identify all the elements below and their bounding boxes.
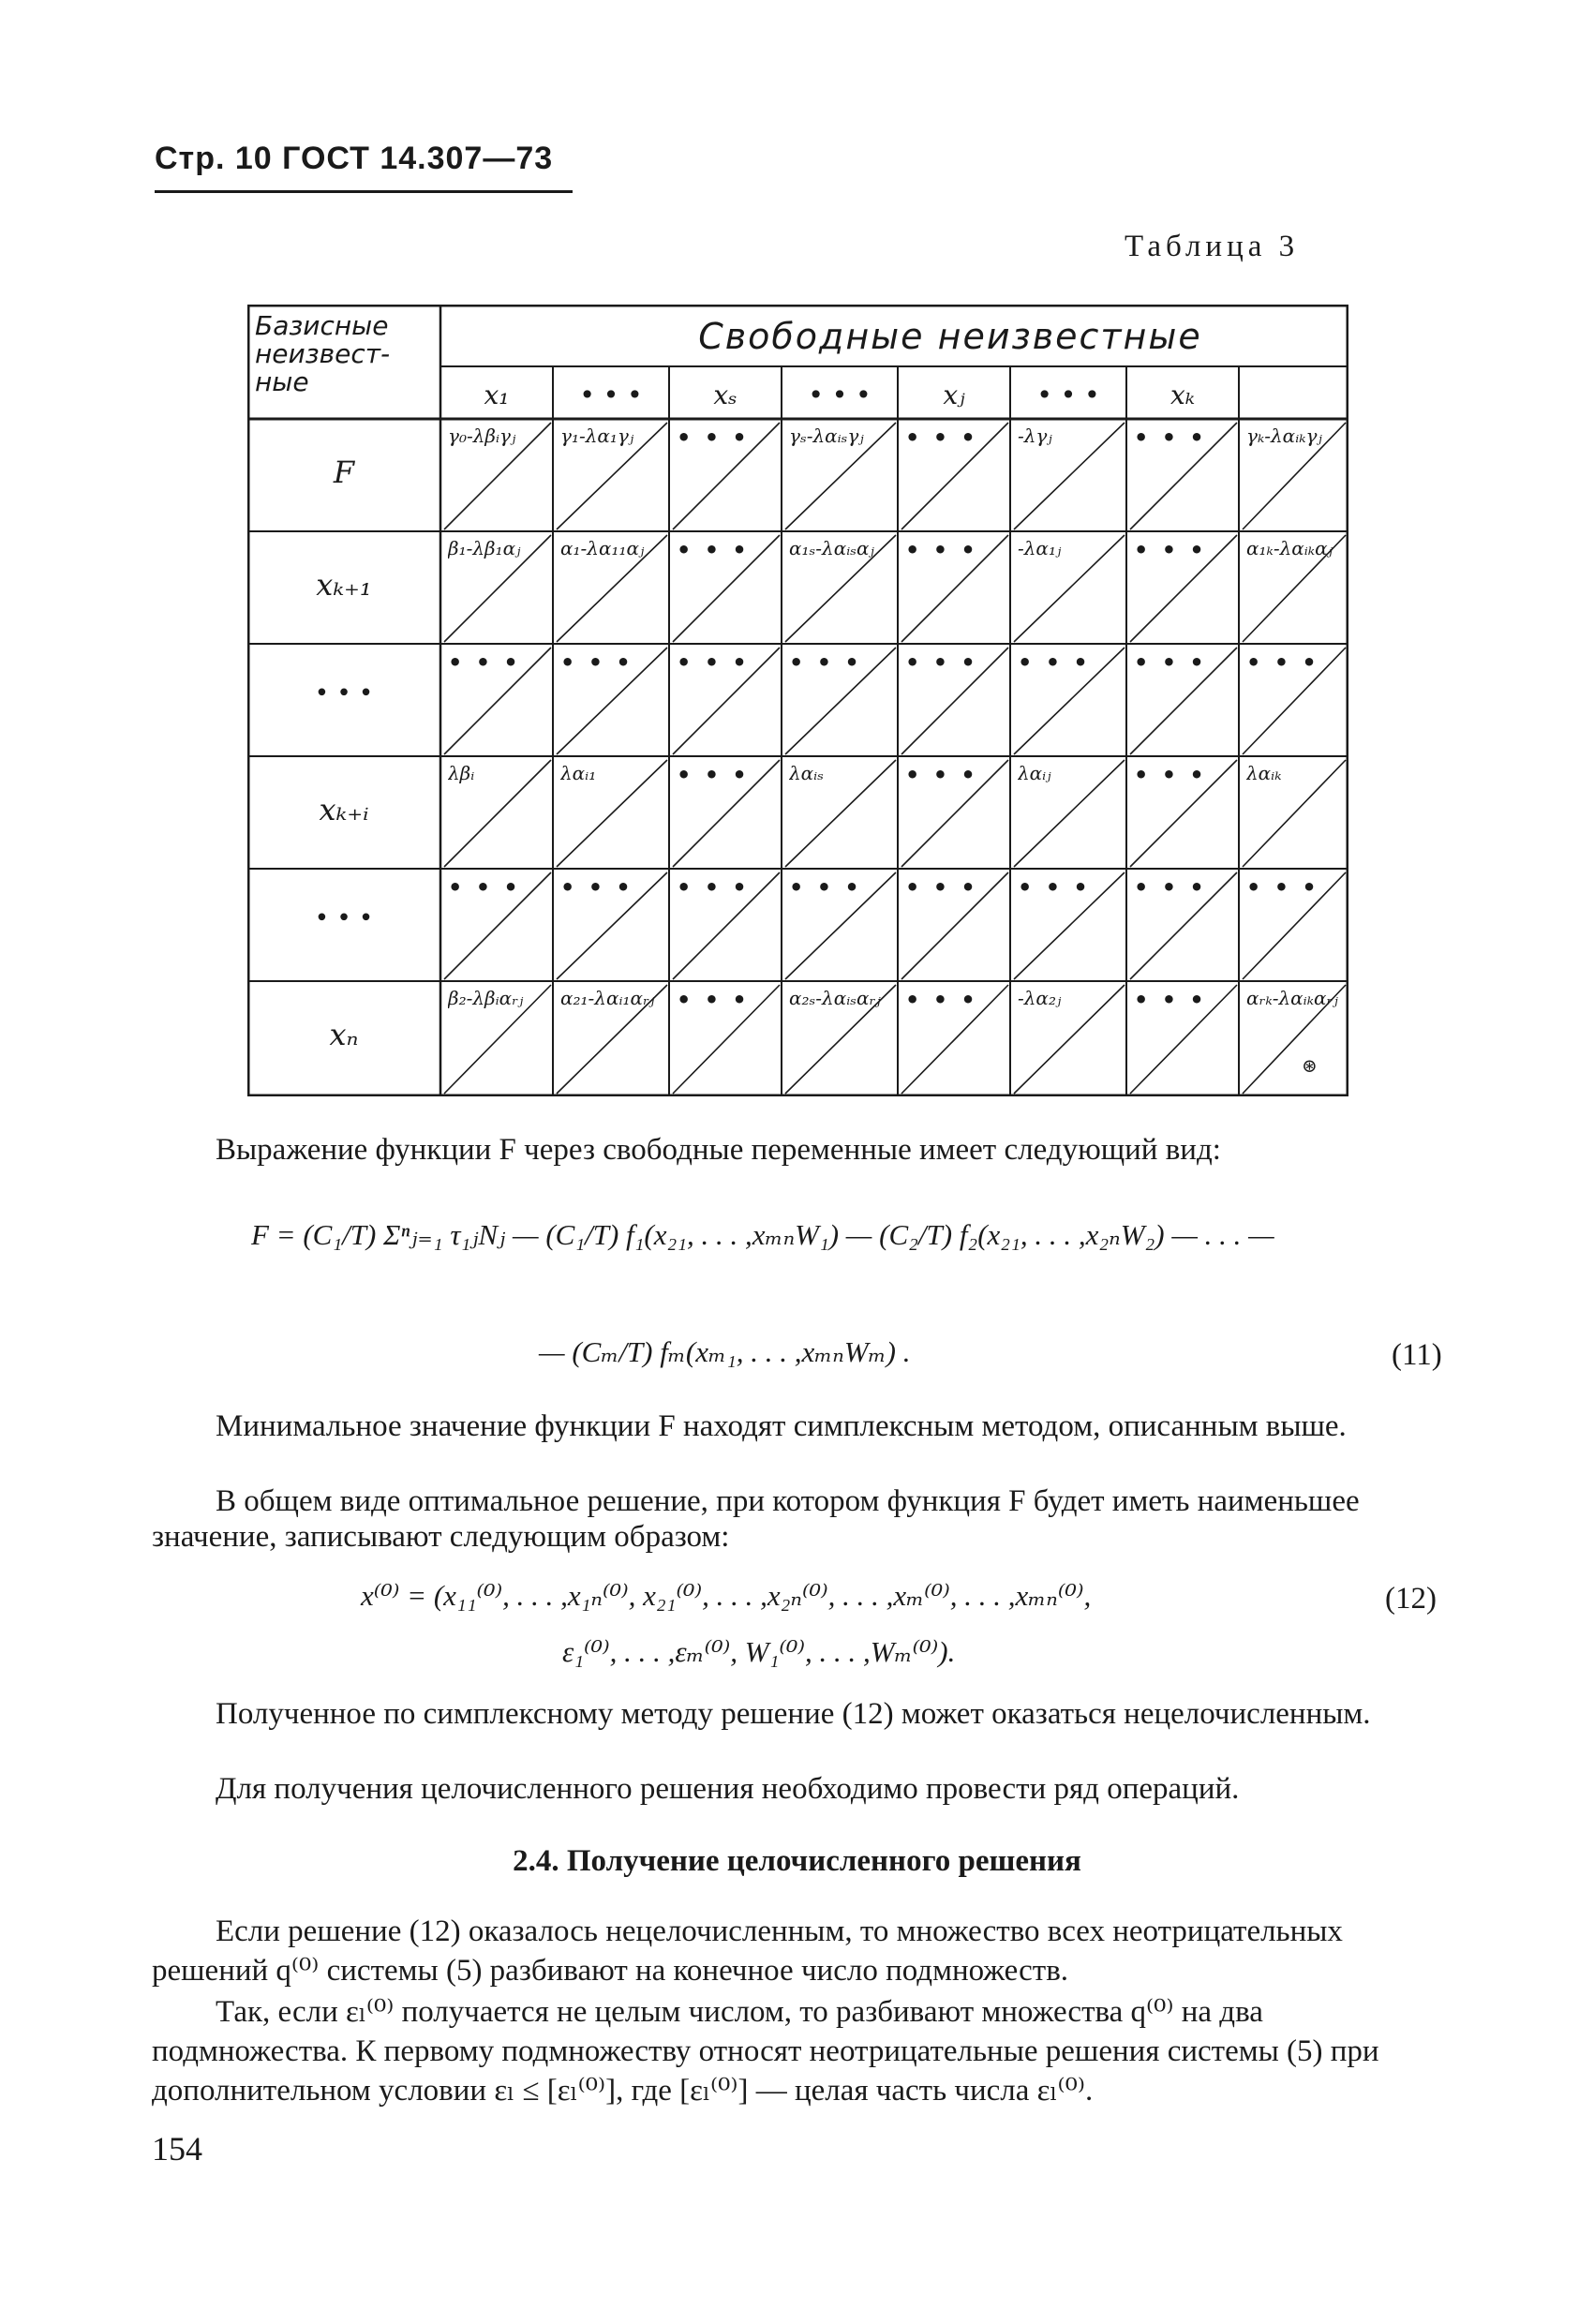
row-head-dots: • • • (314, 679, 374, 708)
row-head-xki: xₖ₊ᵢ (319, 792, 369, 827)
table-cell-ellipsis: • • • (1018, 649, 1091, 676)
section-title: 2.4. Получение целочисленного решения (513, 1844, 1081, 1878)
table-cell-value: γ₀-λβᵢγⱼ (448, 425, 516, 447)
table-cell-value: γₛ-λαᵢₛγⱼ (789, 425, 864, 447)
paragraph-1: Выражение функции F через свободные переменные имеет следующий вид: (216, 1133, 1221, 1167)
table-cell-ellipsis: • • • (560, 649, 633, 676)
table-cell-ellipsis: • • • (677, 874, 750, 901)
table-cell-ellipsis: • • • (905, 649, 978, 676)
table-cell-value: α₁ₛ-λαᵢₛαⱼ (789, 537, 874, 559)
table-cell-value: -λα₂ⱼ (1018, 987, 1062, 1009)
paragraph-3: В общем виде оптимальное решение, при котором функция F будет иметь наименьшее значение, записывают следующим образом: (152, 1484, 1360, 1554)
paragraph-2: Минимальное значение функции F находят симплексным методом, описанным выше. (216, 1409, 1347, 1443)
table-cell-value: β₂-λβᵢαᵣⱼ (448, 987, 524, 1009)
col-head-xj: xⱼ (943, 380, 965, 410)
table-cell-ellipsis: • • • (1246, 874, 1319, 901)
col-head-dots: • • • (1036, 380, 1100, 410)
table-caption: Таблица 3 (1125, 230, 1300, 263)
table-cell-value: β₁-λβ₁αⱼ (448, 537, 521, 559)
table-cell-ellipsis: • • • (1134, 425, 1207, 451)
table-cell-value: λαᵢⱼ (1018, 762, 1051, 784)
col-head-dots: • • • (808, 380, 871, 410)
row-head-xk1: xₖ₊₁ (316, 567, 372, 603)
table-cell-ellipsis: • • • (1134, 762, 1207, 788)
paragraph-4: Полученное по симплексному методу решение (12) может оказаться нецелочисленным. (216, 1697, 1371, 1731)
table-cell-value: -λα₁ⱼ (1018, 537, 1062, 559)
table-cell-ellipsis: • • • (905, 537, 978, 563)
table-cell-ellipsis: • • • (1246, 649, 1319, 676)
formula-12-line-2: ε₁⁽⁰⁾, . . . ,εₘ⁽⁰⁾, W₁⁽⁰⁾, . . . ,Wₘ⁽⁰⁾). (562, 1635, 956, 1668)
table-cell-ellipsis: • • • (677, 425, 750, 451)
table-cell-value: λαᵢ₁ (560, 762, 597, 784)
formula-12-line-1: x⁽⁰⁾ = (x₁₁⁽⁰⁾, . . . ,x₁ₙ⁽⁰⁾, x₂₁⁽⁰⁾, . . . ,x₂ₙ⁽⁰⁾, . . . ,xₘ⁽⁰⁾, . . . ,xₘₙ⁽⁰⁾, (361, 1579, 1092, 1612)
table-cell-ellipsis: • • • (677, 762, 750, 788)
table-cell-value: λαᵢₛ (789, 762, 824, 784)
col-head-dots: • • • (579, 380, 643, 410)
table-cell-value: γₖ-λαᵢₖγⱼ (1246, 425, 1322, 447)
table-cell-ellipsis: • • • (1134, 649, 1207, 676)
table-cell-ellipsis: • • • (789, 649, 862, 676)
paragraph-6: Если решение (12) оказалось нецелочисленным, то множество всех неотрицательных решений q⁽⁰⁾ системы (5) разбивают на конечное число подмножеств. (152, 1914, 1343, 1988)
header-rule (155, 190, 573, 193)
table-cell-value: α₂₁-λαᵢ₁αᵣⱼ (560, 987, 655, 1009)
stamp-icon: ⊛ (1302, 1056, 1318, 1077)
table-cell-value: αᵣₖ-λαᵢₖαᵣⱼ (1246, 987, 1338, 1009)
paragraph-5: Для получения целочисленного решения необходимо провести ряд операций. (216, 1772, 1240, 1806)
simplex-table (247, 305, 1348, 1096)
row-head-xn: xₙ (329, 1017, 359, 1052)
table-cell-value: γ₁-λα₁γⱼ (560, 425, 634, 447)
table-corner-heading: Базисные неизвест-ные (255, 310, 391, 397)
table-cell-ellipsis: • • • (1134, 987, 1207, 1013)
table-cell-ellipsis: • • • (789, 874, 862, 901)
table-cell-ellipsis: • • • (677, 649, 750, 676)
row-head-F: F (333, 454, 355, 490)
table-cell-ellipsis: • • • (560, 874, 633, 901)
table-cell-ellipsis: • • • (905, 987, 978, 1013)
table-cell-value: λβᵢ (448, 762, 475, 784)
table-cell-value: α₁-λα₁₁αⱼ (560, 537, 645, 559)
table-cell-ellipsis: • • • (905, 874, 978, 901)
equation-number-11: (11) (1392, 1338, 1442, 1372)
table-cell-ellipsis: • • • (905, 425, 978, 451)
col-head-xs: xₛ (713, 380, 737, 410)
table-cell-ellipsis: • • • (1018, 874, 1091, 901)
table-cell-value: λαᵢₖ (1246, 762, 1282, 784)
table-cell-value: α₂ₛ-λαᵢₛαᵣⱼ (789, 987, 881, 1009)
table-cell-ellipsis: • • • (905, 762, 978, 788)
table-cell-value: α₁ₖ-λαᵢₖαⱼ (1246, 537, 1333, 559)
col-head-x1: x₁ (484, 380, 510, 410)
table-cell-ellipsis: • • • (448, 649, 521, 676)
table-cell-value: -λγⱼ (1018, 425, 1052, 447)
formula-11-line-2: — (Cₘ/T) fₘ(xₘ₁, . . . ,xₘₙWₘ) . (539, 1335, 911, 1368)
table-cell-ellipsis: • • • (677, 537, 750, 563)
table-cell-ellipsis: • • • (1134, 874, 1207, 901)
page-header: Стр. 10 ГОСТ 14.307—73 (155, 141, 554, 176)
formula-11-line-1: F = (C₁/T) Σⁿⱼ₌₁ τ₁ⱼNⱼ — (C₁/T) f₁(x₂₁, . . . ,xₘₙW₁) — (C₂/T) f₂(x₂₁, . . . ,x₂ₙW₂) — . . . — (251, 1218, 1274, 1251)
col-head-xk: xₖ (1169, 380, 1195, 410)
equation-number-12: (12) (1385, 1582, 1437, 1616)
table-cell-ellipsis: • • • (1134, 537, 1207, 563)
table-cell-ellipsis: • • • (677, 987, 750, 1013)
paragraph-7: Так, если εₗ⁽⁰⁾ получается не целым числом, то разбивают множества q⁽⁰⁾ на два подмножества. К первому подмножеству относят неотрицательные решения системы (5) при дополнительном условии εₗ ≤ [εₗ⁽⁰⁾], где [εₗ⁽⁰⁾] — целая часть числа εₗ⁽⁰⁾. (152, 1995, 1379, 2108)
page-number: 154 (152, 2130, 202, 2168)
table-cell-ellipsis: • • • (448, 874, 521, 901)
table-top-heading: Свободные неизвестные (698, 316, 1202, 357)
row-head-dots: • • • (314, 904, 374, 932)
